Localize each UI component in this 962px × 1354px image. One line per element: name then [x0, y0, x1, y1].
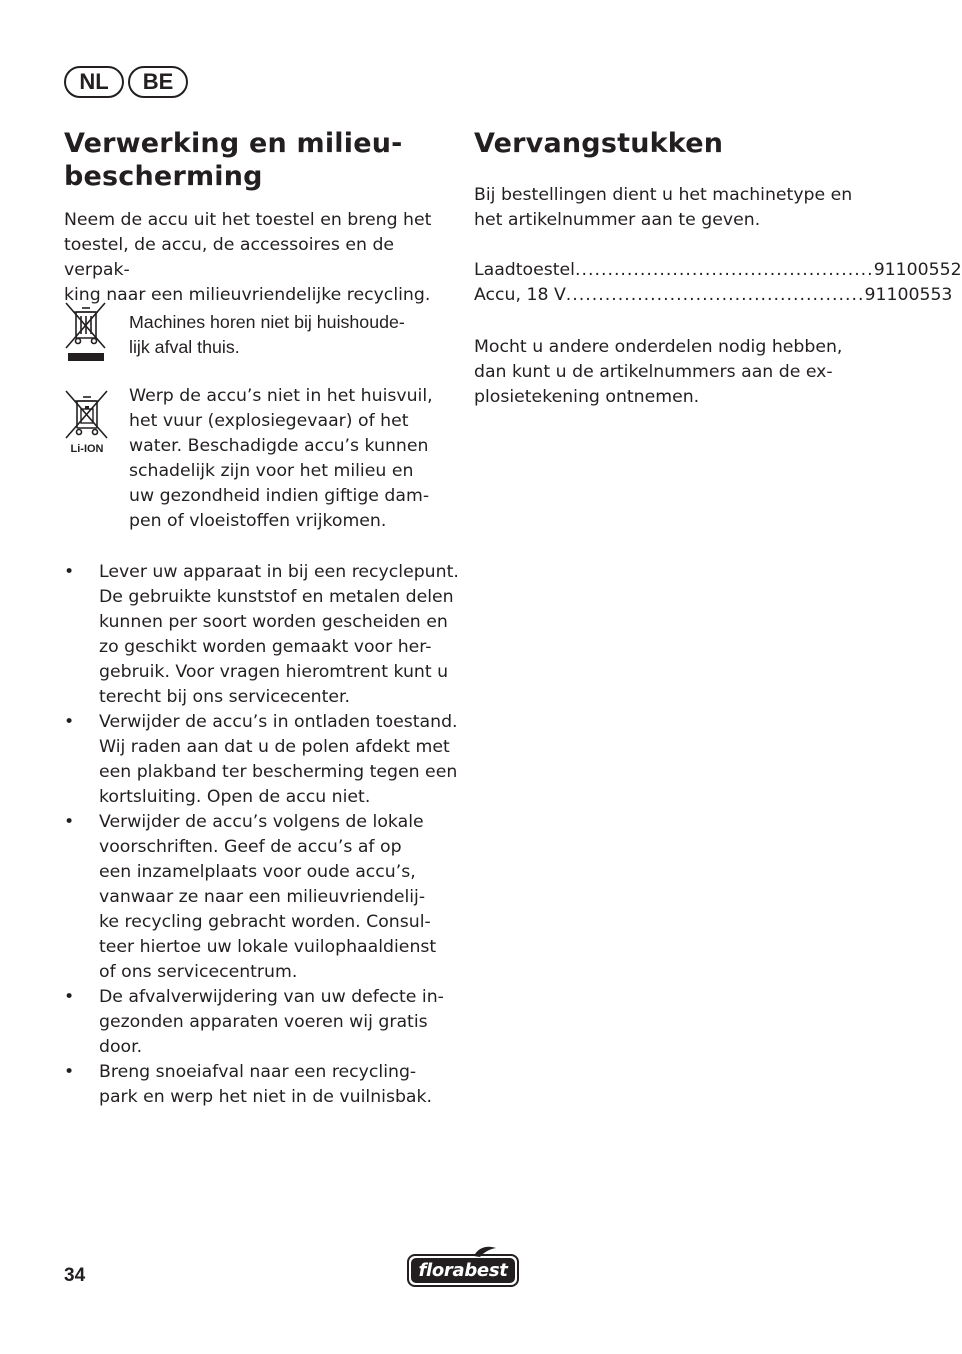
text-line: teer hiertoe uw lokale vuilophaaldienst [99, 937, 437, 957]
text-line: zo geschikt worden gemaakt voor her- [99, 637, 432, 657]
text-line: een plakband ter bescherming tegen een [99, 762, 458, 782]
list-item [64, 810, 464, 985]
dot-leader: .............................................. [565, 285, 865, 305]
text-line: gebruik. Voor vragen hieromtrent kunt u [99, 662, 449, 682]
notice-household-waste [129, 310, 449, 360]
text-line: schadelijk zijn voor het milieu en [129, 461, 414, 481]
spare-parts-outro [474, 335, 874, 410]
bullet-symbol: • [64, 562, 75, 582]
notice-battery-disposal [129, 384, 459, 534]
text-line: Lever uw apparaat in bij een recyclepunt. [99, 562, 459, 582]
table-row [474, 283, 953, 308]
text-line: park en werp het niet in de vuilnisbak. [99, 1087, 433, 1107]
list-item [64, 560, 464, 710]
disposal-intro [64, 208, 464, 308]
text-line: toestel, de accu, de accessoires en de verpak- [64, 235, 395, 280]
list-item [64, 710, 464, 810]
text-line: Neem de accu uit het toestel en breng het [64, 210, 432, 230]
li-ion-label: Li-ION [70, 443, 104, 455]
brand-logo [406, 1245, 520, 1289]
text-line: Verwijder de accu’s volgens de lokale [99, 812, 424, 832]
text-line: kunnen per soort worden gescheiden en [99, 612, 448, 632]
text-line: een inzamelplaats voor oude accu’s, [99, 862, 416, 882]
text-line: het vuur (explosiegevaar) of het [129, 411, 409, 431]
text-line: Wij raden aan dat u de polen afdekt met [99, 737, 450, 757]
text-line: Werp de accu’s niet in het huisvuil, [129, 386, 433, 406]
spare-parts-table [474, 258, 962, 308]
text-line: het artikelnummer aan te geven. [474, 210, 761, 230]
text-line: Mocht u andere onderdelen nodig hebben, [474, 337, 843, 357]
language-badge-be: BE [128, 66, 188, 98]
text-line: of ons servicecentrum. [99, 962, 298, 982]
section-heading-disposal [64, 127, 464, 193]
page-number: 34 [64, 1265, 86, 1286]
part-name: Laadtoestel [474, 260, 575, 280]
li-ion-battery-bin-icon [63, 388, 111, 460]
text-line: De gebruikte kunststof en metalen delen [99, 587, 454, 607]
language-badge-nl: NL [64, 66, 124, 98]
weee-bin-icon [63, 300, 109, 364]
text-line: terecht bij ons servicecenter. [99, 687, 350, 707]
text-line: Verwijder de accu’s in ontladen toestand. [99, 712, 458, 732]
section-heading-spare-parts: Vervangstukken [474, 128, 724, 159]
text-line: gezonden apparaten voeren wij gratis [99, 1012, 428, 1032]
text-line: king naar een milieuvriendelijke recycling. [64, 285, 431, 305]
text-line: Bij bestellingen dient u het machinetype en [474, 185, 853, 205]
spare-parts-intro [474, 183, 874, 233]
text-line: voorschriften. Geef de accu’s af op [99, 837, 402, 857]
bullet-symbol: • [64, 712, 75, 732]
text-line: dan kunt u de artikelnummers aan de ex- [474, 362, 833, 382]
bullet-symbol: • [64, 812, 75, 832]
disposal-bullet-list [64, 560, 464, 1110]
text-line: pen of vloeistoffen vrijkomen. [129, 511, 387, 531]
heading-line: Verwerking en milieu- [64, 128, 403, 159]
text-line: vanwaar ze naar een milieuvriendelij- [99, 887, 426, 907]
part-number: 91100553 [864, 285, 953, 305]
part-name: Accu, 18 V [474, 285, 566, 305]
text-line: door. [99, 1037, 143, 1057]
text-line: water. Beschadigde accu’s kunnen [129, 436, 429, 456]
list-item [64, 1060, 464, 1110]
text-line: De afvalverwijdering van uw defecte in- [99, 987, 444, 1007]
table-row [474, 258, 962, 283]
dot-leader: .............................................. [574, 260, 874, 280]
text-line: ke recycling gebracht worden. Consul- [99, 912, 431, 932]
bullet-symbol: • [64, 1062, 75, 1082]
brand-logo-text: florabest [418, 1260, 508, 1281]
text-line: Breng snoeiafval naar een recycling- [99, 1062, 417, 1082]
text-line: kortsluiting. Open de accu niet. [99, 787, 371, 807]
text-line: plosietekening ontnemen. [474, 387, 700, 407]
text-line: Machines horen niet bij huishoude- [129, 312, 405, 332]
part-number: 91100552 [873, 260, 962, 280]
text-line: lijk afval thuis. [129, 337, 240, 357]
bullet-symbol: • [64, 987, 75, 1007]
heading-line: bescherming [64, 161, 263, 192]
text-line: uw gezondheid indien giftige dam- [129, 486, 430, 506]
list-item [64, 985, 464, 1060]
